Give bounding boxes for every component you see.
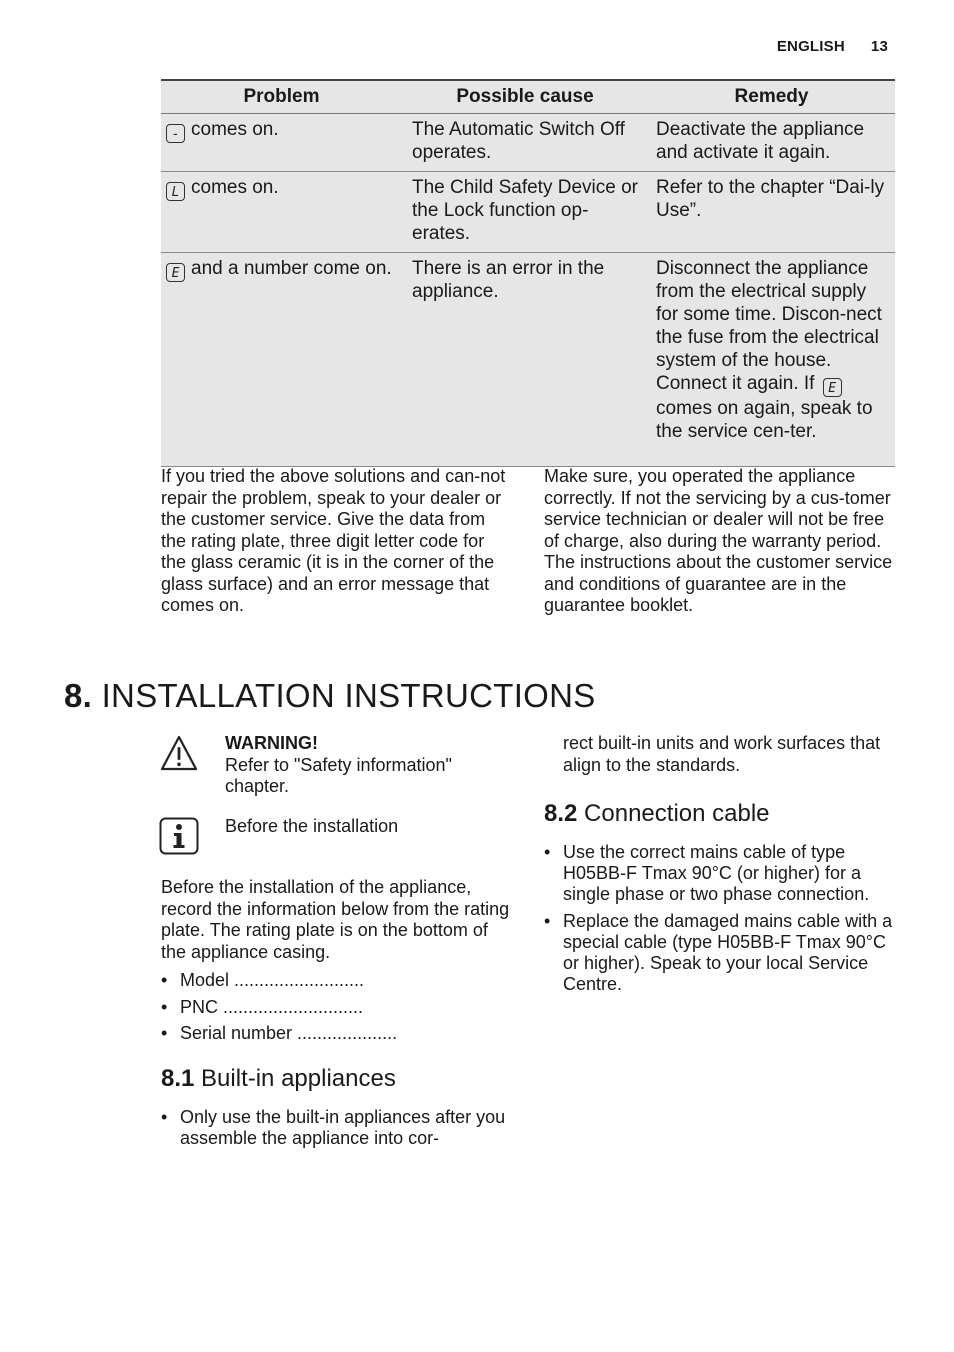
subsection-number: 8.1 xyxy=(161,1065,195,1092)
subsection-heading-8-1 xyxy=(161,1064,396,1094)
table-row xyxy=(161,114,895,172)
problem-cell xyxy=(161,114,402,172)
list-item: • PNC ............................ xyxy=(161,994,511,1021)
subsection-title: Built-in appliances xyxy=(201,1065,396,1092)
list-item: • Replace the damaged mains cable with a special cable (type H05BB-F Tmax 90°C or higher). Speak to your local Service Centre. xyxy=(544,911,896,995)
section-number: 8. xyxy=(64,677,93,714)
table-row xyxy=(161,253,895,467)
remedy-cell: Refer to the chapter “Dai-ly Use”. xyxy=(648,172,895,253)
cause-cell: The Automatic Switch Off operates. xyxy=(402,114,648,172)
section-heading xyxy=(64,676,596,716)
warning-text: Refer to "Safety information" chapter. xyxy=(225,754,452,796)
section-title: INSTALLATION INSTRUCTIONS xyxy=(101,677,596,714)
warranty-paragraph: Make sure, you operated the appliance correctly. If not the servicing by a cus-tomer service technician or dealer will not be free of charge, also during the warranty period. The instructions about the customer service and conditions of guarantee are in the guarantee booklet. xyxy=(544,466,893,615)
remedy-cell: Deactivate the appliance and activate it again. xyxy=(648,114,895,172)
remedy-text: Disconnect the appliance from the electrical supply for some time. Discon-nect the fuse from the electrical system of the house. Connect it again. xyxy=(656,258,882,394)
problem-cell xyxy=(161,253,402,467)
page-header xyxy=(777,38,888,55)
subsection-title: Connection cable xyxy=(584,800,770,827)
warning-block xyxy=(225,733,495,798)
table-header-row xyxy=(161,80,895,114)
troubleshooting-table xyxy=(161,79,895,467)
header-language: ENGLISH xyxy=(776,38,845,55)
warning-title: WARNING! xyxy=(225,733,318,753)
list-item: • Model .......................... xyxy=(161,967,511,994)
display-lock-icon: L xyxy=(166,182,185,201)
remedy-if: If xyxy=(803,373,815,394)
rating-plate-fields xyxy=(161,967,511,1047)
built-in-continuation: rect built-in units and work surfaces that align to the standards. xyxy=(563,733,881,775)
table-row xyxy=(161,172,895,253)
list-item: • Only use the built-in appliances after you assemble the appliance into cor- xyxy=(161,1107,511,1149)
display-error-icon: E xyxy=(166,263,185,282)
subsection-number: 8.2 xyxy=(544,800,578,827)
list-item: • Use the correct mains cable of type H05BB-F Tmax 90°C (or higher) for a single phase or two phase connection. xyxy=(544,842,896,905)
problem-text: comes on. xyxy=(191,119,279,140)
cause-cell: The Child Safety Device or the Lock function op-erates. xyxy=(402,172,648,253)
warning-icon xyxy=(159,734,199,772)
info-icon xyxy=(159,817,199,855)
info-text: Before the installation xyxy=(225,816,399,836)
column-header-problem: Problem xyxy=(161,80,402,114)
problem-cell xyxy=(161,172,402,253)
subsection-heading-8-2 xyxy=(544,799,770,829)
remedy-cell xyxy=(648,253,895,467)
built-in-list xyxy=(161,1107,511,1149)
problem-text: and a number come on. xyxy=(191,258,392,279)
column-header-remedy: Remedy xyxy=(648,80,895,114)
installation-intro: Before the installation of the appliance, record the information below from the rating plate. The rating plate is on the bottom of the appliance casing. xyxy=(161,877,510,962)
page-number: 13 xyxy=(870,38,888,55)
list-item: • Serial number .................... xyxy=(161,1020,511,1047)
remedy-text-after: comes on again, speak to the service cen-ter. xyxy=(656,398,873,442)
service-advice-paragraph: If you tried the above solutions and can-not repair the problem, speak to your dealer or the customer service. Give the data from the rating plate, three digit letter code for the glass ceramic (it is in the corner of the glass surface) and an error message that comes on. xyxy=(161,466,506,615)
display-error-icon: E xyxy=(823,378,842,397)
cause-cell: There is an error in the appliance. xyxy=(402,253,648,467)
connection-cable-list xyxy=(544,842,896,995)
problem-text: comes on. xyxy=(191,177,279,198)
display-dash-icon: - xyxy=(166,124,185,143)
column-header-cause: Possible cause xyxy=(402,80,648,114)
